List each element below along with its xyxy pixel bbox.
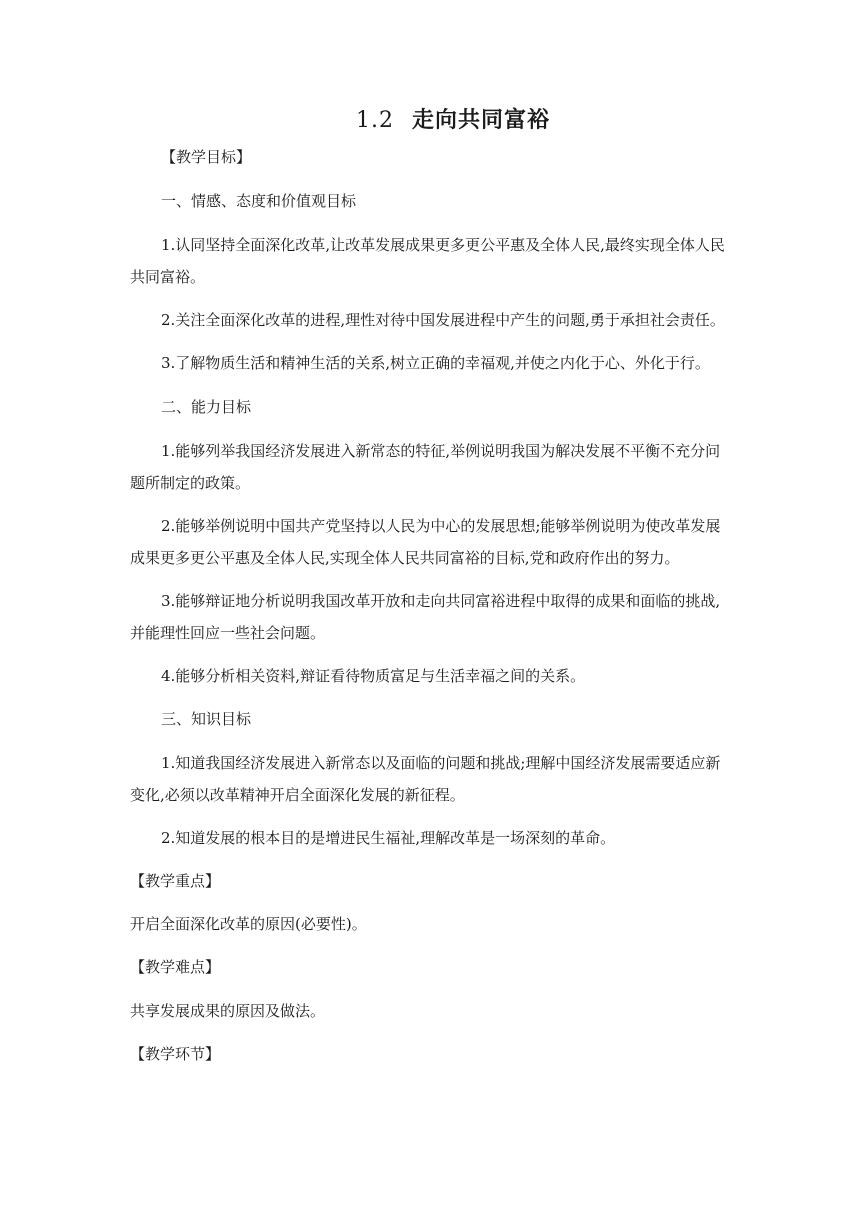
document-line: 共同富裕。 [130, 268, 206, 286]
document-line: 共享发展成果的原因及做法。 [130, 1002, 326, 1020]
document-line: 一、情感、态度和价值观目标 [161, 192, 357, 210]
document-line: 成果更多更公平惠及全体人民,实现全体人民共同富裕的目标,党和政府作出的努力。 [130, 549, 680, 567]
document-line: 2.关注全面深化改革的进程,理性对待中国发展进程中产生的问题,勇于承担社会责任。 [161, 311, 725, 329]
document-line: 【教学重点】 [130, 872, 221, 890]
title-number: 1.2 [355, 108, 394, 133]
document-line: 题所制定的政策。 [130, 474, 251, 492]
document-line: 开启全面深化改革的原因(必要性)。 [130, 915, 367, 933]
document-line: 1.知道我国经济发展进入新常态以及面临的问题和挑战;理解中国经济发展需要适应新 [161, 754, 721, 772]
document-line: 二、能力目标 [161, 398, 252, 416]
document-line: 2.知道发展的根本目的是增进民生福祉,理解改革是一场深刻的革命。 [161, 829, 616, 847]
document-line: 3.了解物质生活和精神生活的关系,树立正确的幸福观,并使之内化于心、外化于行。 [161, 354, 710, 372]
document-line: 并能理性回应一些社会问题。 [130, 624, 326, 642]
title-text: 走向共同富裕 [411, 107, 550, 133]
document-line: 三、知识目标 [161, 710, 252, 728]
document-line: 【教学难点】 [130, 958, 221, 976]
document-line: 1.认同坚持全面深化改革,让改革发展成果更多更公平惠及全体人民,最终实现全体人民 [161, 236, 725, 254]
document-line: 【教学目标】 [161, 148, 252, 166]
page-title [0, 104, 860, 137]
document-line: 2.能够举例说明中国共产党坚持以人民为中心的发展思想;能够举例说明为使改革发展 [161, 517, 721, 535]
document-line: 【教学环节】 [130, 1045, 221, 1063]
document-line: 3.能够辩证地分析说明我国改革开放和走向共同富裕进程中取得的成果和面临的挑战, [161, 592, 721, 610]
document-line: 变化,必须以改革精神开启全面深化发展的新征程。 [130, 786, 465, 804]
document-line: 4.能够分析相关资料,辩证看待物质富足与生活幸福之间的关系。 [161, 667, 586, 685]
document-line: 1.能够列举我国经济发展进入新常态的特征,举例说明我国为解决发展不平衡不充分问 [161, 442, 721, 460]
